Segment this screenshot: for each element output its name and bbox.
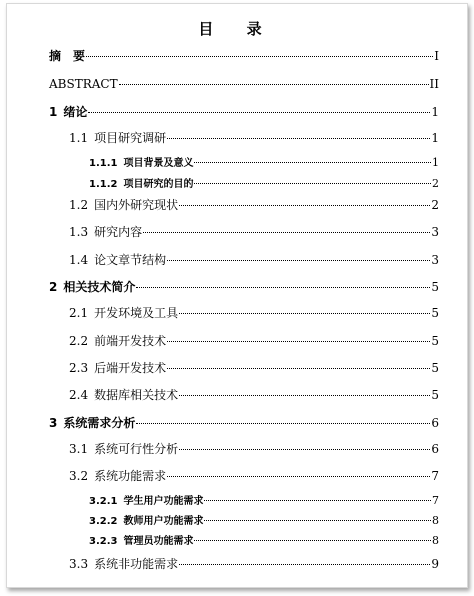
toc-entry-text: 摘 要 bbox=[49, 49, 86, 63]
toc-entry[interactable] bbox=[7, 175, 467, 190]
toc-page-number: 1 bbox=[432, 156, 439, 169]
dot-leader bbox=[179, 564, 430, 565]
toc-entry-text: 教师用户功能需求 bbox=[123, 516, 204, 527]
dot-leader bbox=[179, 449, 430, 450]
toc-entry-number: 3.2.1 bbox=[89, 496, 118, 507]
toc-entry-number: 3 bbox=[49, 416, 58, 430]
toc-entry-number: 3.3 bbox=[69, 557, 89, 571]
dot-leader bbox=[88, 112, 430, 113]
toc-entry-text: 项目背景及意义 bbox=[123, 158, 194, 169]
toc-entry[interactable] bbox=[7, 251, 467, 268]
toc-entry-text: 系统非功能需求 bbox=[94, 557, 179, 571]
toc-page-number: 1 bbox=[431, 131, 439, 145]
dot-leader bbox=[194, 162, 431, 163]
toc-entry-text: 后端开发技术 bbox=[94, 361, 167, 375]
toc-page-number: 8 bbox=[432, 514, 439, 527]
dot-leader bbox=[167, 368, 430, 369]
toc-page-number: 9 bbox=[431, 557, 439, 571]
toc-entry-text: 项目研究的目的 bbox=[123, 179, 194, 190]
toc-title: 目 录 bbox=[198, 20, 276, 38]
toc-entry-text: 数据库相关技术 bbox=[94, 388, 179, 402]
toc-entry-number: 3.2 bbox=[69, 469, 89, 483]
toc-page-number: 5 bbox=[431, 361, 439, 375]
toc-entry-text: 开发环境及工具 bbox=[94, 306, 179, 320]
toc-entry[interactable] bbox=[7, 492, 467, 507]
toc-entry-number: 3.1 bbox=[69, 442, 89, 456]
dot-leader bbox=[136, 287, 430, 288]
toc-entry-number: 1.1 bbox=[69, 131, 89, 145]
toc-entry-number: 3.2.2 bbox=[89, 516, 118, 527]
toc-page-number: 6 bbox=[431, 416, 439, 430]
toc-page-number: 6 bbox=[431, 442, 439, 456]
dot-leader bbox=[143, 232, 430, 233]
toc-entry[interactable] bbox=[7, 196, 467, 213]
toc-entry-text: 相关技术简介 bbox=[63, 280, 136, 294]
dot-leader bbox=[204, 500, 431, 501]
toc-entry-number: 3.2.3 bbox=[89, 536, 118, 547]
toc-entry-text: 国内外研究现状 bbox=[94, 198, 179, 212]
dot-leader bbox=[167, 138, 430, 139]
toc-page-number: 7 bbox=[432, 494, 439, 507]
toc-entry[interactable] bbox=[7, 532, 467, 547]
dot-leader bbox=[167, 260, 430, 261]
toc-entry[interactable] bbox=[7, 103, 467, 120]
toc-entry-number: 1 bbox=[49, 105, 58, 119]
toc-page-number: 5 bbox=[431, 280, 439, 294]
toc-entry-text: 系统功能需求 bbox=[94, 469, 167, 483]
dot-leader bbox=[167, 476, 430, 477]
toc-entry[interactable] bbox=[7, 278, 467, 295]
dot-leader bbox=[86, 56, 433, 57]
toc-entry[interactable] bbox=[7, 359, 467, 376]
toc-entry-text: 系统可行性分析 bbox=[94, 442, 179, 456]
toc-entry-number: 1.1.2 bbox=[89, 179, 118, 190]
dot-leader bbox=[167, 341, 430, 342]
toc-entry-number: 1.3 bbox=[69, 225, 89, 239]
toc-entry[interactable] bbox=[7, 555, 467, 572]
toc-entry-number: 2.2 bbox=[69, 334, 89, 348]
toc-page-number: 7 bbox=[431, 469, 439, 483]
toc-entry-number: 1.2 bbox=[69, 198, 89, 212]
toc-page-number: 8 bbox=[432, 534, 439, 547]
dot-leader bbox=[119, 84, 429, 85]
dot-leader bbox=[194, 183, 431, 184]
toc-entry-text: 研究内容 bbox=[94, 225, 143, 239]
toc-entry[interactable] bbox=[7, 223, 467, 240]
toc-entry[interactable] bbox=[7, 414, 467, 431]
toc-entry-number: 2.4 bbox=[69, 388, 89, 402]
toc-entry[interactable] bbox=[7, 77, 467, 91]
toc-page-number: 5 bbox=[431, 334, 439, 348]
dot-leader bbox=[136, 423, 430, 424]
toc-entry-number: 2.3 bbox=[69, 361, 89, 375]
dot-leader bbox=[194, 540, 431, 541]
toc-entry[interactable] bbox=[7, 386, 467, 403]
dot-leader bbox=[179, 395, 430, 396]
dot-leader bbox=[204, 520, 431, 521]
toc-entry-text: 项目研究调研 bbox=[94, 131, 167, 145]
toc-entry[interactable] bbox=[7, 129, 467, 146]
toc-entry[interactable] bbox=[7, 440, 467, 457]
toc-page-number: 5 bbox=[431, 306, 439, 320]
toc-entry[interactable] bbox=[7, 512, 467, 527]
toc-page-number: 2 bbox=[431, 198, 439, 212]
toc-entry-number: 2 bbox=[49, 280, 58, 294]
toc-page-number: 3 bbox=[431, 253, 439, 267]
toc-entry[interactable] bbox=[7, 154, 467, 169]
toc-page-number: 5 bbox=[431, 388, 439, 402]
toc-entry-text: 系统需求分析 bbox=[63, 416, 136, 430]
toc-entry-text: 学生用户功能需求 bbox=[123, 496, 204, 507]
toc-page-number: 1 bbox=[431, 105, 439, 119]
toc-entry-number: 1.4 bbox=[69, 253, 89, 267]
toc-entry-text: 管理员功能需求 bbox=[123, 536, 194, 547]
toc-entry-text: 绪论 bbox=[63, 105, 88, 119]
toc-entry-text: 前端开发技术 bbox=[94, 334, 167, 348]
toc-page-number: II bbox=[429, 77, 439, 91]
dot-leader bbox=[179, 205, 430, 206]
toc-entry-number: 1.1.1 bbox=[89, 158, 118, 169]
toc-page bbox=[6, 3, 468, 588]
toc-entry[interactable] bbox=[7, 304, 467, 321]
toc-entry[interactable] bbox=[7, 332, 467, 349]
toc-entry-number: 2.1 bbox=[69, 306, 89, 320]
toc-entry[interactable] bbox=[7, 467, 467, 484]
dot-leader bbox=[179, 313, 430, 314]
toc-entry-text: ABSTRACT bbox=[49, 77, 118, 91]
toc-page-number: 3 bbox=[431, 225, 439, 239]
toc-entry[interactable] bbox=[7, 47, 467, 64]
toc-page-number: 2 bbox=[432, 177, 439, 190]
toc-page-number: I bbox=[434, 49, 439, 63]
toc-entry-text: 论文章节结构 bbox=[94, 253, 167, 267]
